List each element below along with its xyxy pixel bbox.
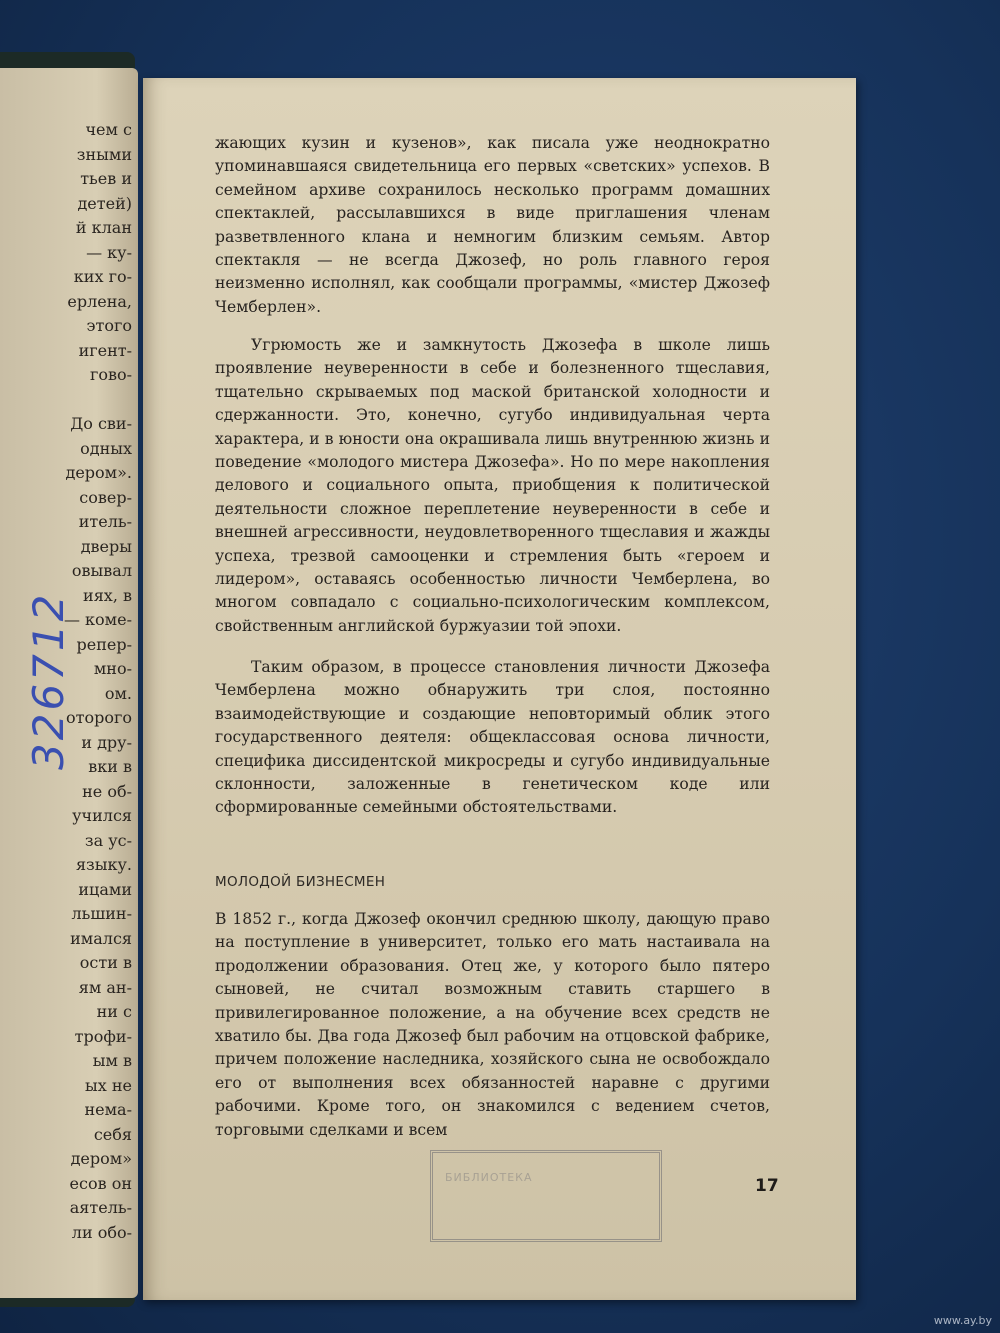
left-page-line: одных — [80, 438, 132, 458]
left-page-line: совер- — [79, 487, 132, 507]
left-page-line: трофи- — [74, 1026, 132, 1046]
left-page-line: детей) — [77, 193, 132, 213]
left-page-line: репер- — [76, 634, 132, 654]
left-page-line: не об- — [82, 781, 132, 801]
left-page-line: гово- — [89, 365, 132, 384]
left-page-line: итель- — [78, 512, 132, 531]
left-page-line: дверы — [80, 536, 132, 556]
left-page-line: ом. — [104, 683, 132, 703]
page-number: 17 — [755, 1176, 779, 1196]
handwritten-number-text: 326712 — [24, 591, 73, 770]
left-page-line: дером». — [65, 463, 132, 482]
left-page-line: овывал — [71, 561, 132, 580]
left-page-line: есов он — [69, 1173, 132, 1193]
left-page-line: ости в — [79, 953, 132, 972]
paragraph-2: Угрюмость же и замкнутость Джозефа в школе лишь проявление неуверенности в себе и болезненного тщеславия, тщательно скрываемых под маской британской холодности и сдержанности. Это, конечно, сугубо индивидуальная черта характера, и в юности она окрашивала лишь внутреннюю жизнь и поведение «молодого мистера Джозефа». Но по мере накопления делового и социального опыта, приобщения к политической деятельности сложное переплетение неуверенности в себе и внешней агрессивности, неудовлетворенного тщеславия и жажды успеха, трезвой самооценки и стремления быть «героем и лидером», оставаясь особенностью личности Чемберлена, во многом совпадало с социально-психологическим комплексом, свойственным английской буржуазии той эпохи. — [215, 336, 770, 635]
left-page-line: вки в — [88, 757, 132, 776]
watermark: www.ay.by — [933, 1314, 992, 1327]
left-page-line: ям ан- — [78, 977, 132, 997]
paragraph-3: Таким образом, в процессе становления личности Джозефа Чемберлена можно обнаружить три слоя, постоянно взаимодействующие и создающие неповторимый облик этого государственного деятеля: общеклассовая основа личности, специфика диссидентской микросреды и сугубо индивидуальные склонности, заложенные в генетическом коде или сформированные семейными обстоятельствами. — [215, 658, 770, 817]
left-page-line: языку. — [75, 855, 132, 874]
left-page-line: нема- — [84, 1100, 132, 1119]
left-page-line: ли обо- — [71, 1222, 132, 1242]
left-page-line: себя — [93, 1124, 132, 1144]
left-page-line: й клан — [75, 218, 132, 237]
left-page-line: ицами — [78, 879, 132, 899]
left-page-line: льшин- — [71, 904, 132, 923]
left-page-line: До сви- — [70, 414, 132, 433]
left-page-line: тьев и — [80, 169, 132, 188]
paragraph-4: В 1852 г., когда Джозеф окончил среднюю школу, дающую право на поступление в университет, только его мать настаивала на продолжении образования. Отец же, у которого было пятеро сыновей, не считал возможным ставить старшего в привилегированное положение, а на обучение всех средств не хватило бы. Два года Джозеф был рабочим на отцовской фабрике, причем положение наследника, хозяйского сына не освобождало его от выполнения всех обязанностей наравне с другими рабочими. Кроме того, он знакомился с ведением счетов, торговыми сделками и всем — [215, 910, 770, 1139]
left-page-line: аятель- — [69, 1198, 132, 1217]
left-page-line: дером» — [70, 1149, 132, 1168]
left-page-line: ких го- — [73, 267, 132, 286]
left-page-line: за ус- — [84, 830, 132, 850]
left-page-line: зными — [76, 144, 132, 164]
left-page-line: ерлена, — [67, 291, 132, 311]
library-stamp — [430, 1150, 662, 1242]
left-page-line: чем с — [85, 120, 132, 139]
left-page-line: ых не — [85, 1075, 132, 1095]
left-page-line: и дру- — [81, 732, 132, 752]
section-heading: МОЛОДОЙ БИЗНЕСМЕН — [215, 874, 386, 890]
left-page-line: — ку- — [86, 242, 132, 262]
left-page-line: учился — [72, 806, 132, 825]
left-page-line: ни с — [96, 1002, 132, 1021]
left-page-line: иях, в — [83, 585, 132, 605]
left-page-line: ым в — [92, 1051, 132, 1070]
left-page-line: — коме- — [63, 610, 132, 629]
left-page-line: игент- — [78, 340, 132, 360]
stamp-text: БИБЛИОТЕКА — [445, 1171, 533, 1184]
left-page-line: имался — [70, 928, 132, 948]
left-page-line: мно- — [93, 659, 132, 678]
left-page-line: оторого — [65, 708, 132, 727]
paragraph-1: жающих кузин и кузенов», как писала уже неоднократно упоминавшаяся свидетельница его первых «светских» успехов. В семейном архиве сохранилось несколько программ домашних спектаклей, рассылавшихся в виде приглашения членам разветвленного клана и немногим близким семьям. Автор спектакля — не всегда Джозеф, но роль главного героя неизменно исполнял, как сообщали программы, «мистер Джозеф Чемберлен». — [215, 134, 770, 316]
right-page — [143, 78, 856, 1300]
left-page-line: этого — [86, 316, 132, 335]
